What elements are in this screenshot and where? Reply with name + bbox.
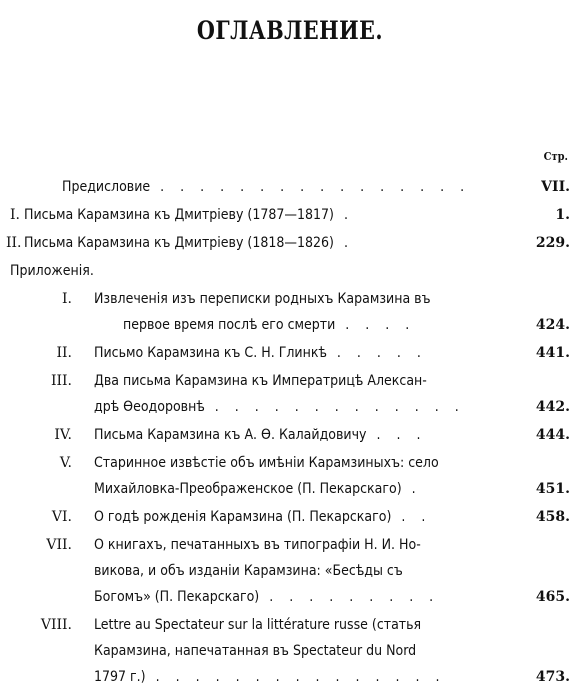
toc-section-heading: Приложенія. — [10, 263, 94, 279]
toc-entry-text: Письма Карамзина къ Дмитріеву (1818—1826) . — [24, 235, 354, 251]
toc-entry-page: 442. — [535, 399, 570, 415]
toc-entry-text-continuation: Михайловка-Преображенское (П. Пекарскаго) . — [94, 481, 422, 497]
toc-entry-page: 1. — [555, 207, 570, 223]
toc-entry-text: Письма Карамзина къ Дмитріеву (1787—1817) . — [24, 207, 354, 223]
toc-entry-text: Извлеченія изъ переписки родныхъ Карамзина въ — [94, 291, 431, 307]
toc-entry-number: I. — [62, 291, 72, 307]
toc-entry-number: II. — [56, 345, 72, 361]
toc-entry-text: О годѣ рожденія Карамзина (П. Пекарскаго) . . — [94, 509, 432, 525]
toc-entry-text-continuation: 1797 г.) . . . . . . . . . . . . . . . — [94, 669, 446, 685]
toc-entry-page: 441. — [535, 345, 570, 361]
toc-entry-number: VII. — [46, 537, 72, 553]
toc-entry-page: 424. — [535, 317, 570, 333]
toc-entry-page: 473. — [535, 669, 570, 685]
toc-entry-page: 229. — [535, 235, 570, 251]
toc-entry-text-continuation: Карамзина, напечатанная въ Spectateur du Nord — [94, 643, 417, 659]
page-column-header: Стр. — [543, 150, 568, 163]
page-title: ОГЛАВЛЕНИЕ. — [196, 16, 384, 45]
toc-entry-text-continuation: викова, и объ изданіи Карамзина: «Бесѣды съ — [94, 563, 403, 579]
toc-entry-page: 458. — [535, 509, 570, 525]
toc-entry-text: Lettre au Spectateur sur la littérature russe (статья — [94, 617, 422, 633]
toc-entry-text: Письма Карамзина къ А. Ѳ. Калайдовичу . . . — [94, 427, 427, 443]
toc-entry-page: VII. — [541, 179, 570, 195]
toc-entry-text-continuation: первое время послѣ его смерти . . . . — [123, 317, 416, 333]
toc-entry-number: III. — [50, 373, 72, 389]
toc-entry-number: IV. — [54, 427, 72, 443]
toc-entry-text-continuation: Богомъ» (П. Пекарскаго) . . . . . . . . . — [94, 589, 440, 605]
toc-entry-text: Два письма Карамзина къ Императрицѣ Алексан- — [94, 373, 427, 389]
toc-entry-page: 465. — [535, 589, 570, 605]
toc-entry-page: 444. — [535, 427, 570, 443]
toc-entry-text: Письмо Карамзина къ С. Н. Глинкѣ . . . . . — [94, 345, 427, 361]
toc-entry-text-continuation: дрѣ Ѳеодоровнѣ . . . . . . . . . . . . . — [94, 399, 465, 415]
toc-entry-text: Старинное извѣстіе объ имѣніи Карамзиныхъ: село — [94, 455, 439, 471]
toc-entry-number: VI. — [51, 509, 72, 525]
toc-entry-number: I. — [10, 207, 20, 223]
toc-entry-number: VIII. — [40, 617, 72, 633]
toc-entry-number: II. — [6, 235, 22, 251]
toc-entry-page: 451. — [535, 481, 570, 497]
toc-entry-number: V. — [59, 455, 72, 471]
toc-entry-text: О книгахъ, печатанныхъ въ типографіи Н. И. Но- — [94, 537, 421, 553]
toc-entry-text: Предисловие . . . . . . . . . . . . . . . . — [62, 179, 471, 195]
